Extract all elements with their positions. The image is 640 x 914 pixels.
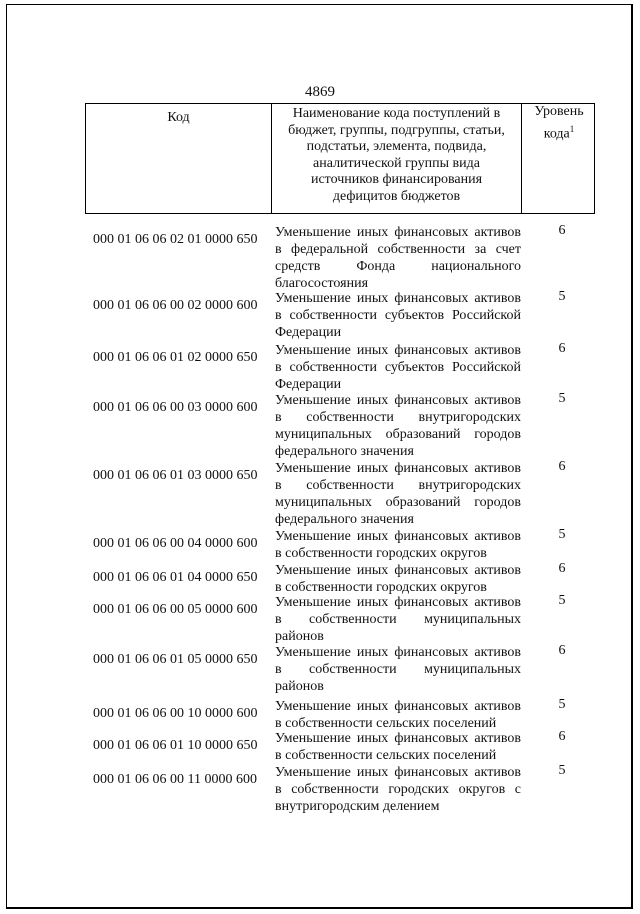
code-description	[275, 392, 521, 460]
code-description	[275, 562, 521, 596]
budget-code: 000 01 06 06 02 01 0000 650	[93, 232, 258, 247]
code-description	[275, 290, 521, 341]
description-line: Уменьшение иных финансовых активов	[275, 765, 521, 780]
budget-code: 000 01 06 06 00 11 0000 600	[93, 772, 257, 787]
budget-code: 000 01 06 06 01 05 0000 650	[93, 652, 258, 667]
description-line: Уменьшение иных финансовых активов	[275, 343, 521, 358]
description-line: в собственности городских округов	[275, 580, 487, 595]
code-level: 6	[558, 459, 566, 474]
footnote-marker: 1	[569, 123, 575, 134]
budget-code: 000 01 06 06 01 04 0000 650	[93, 570, 258, 585]
header-level-line1: Уровень	[534, 104, 584, 119]
header-name-line: источников финансирования	[310, 172, 483, 187]
description-line: благосостояния	[275, 276, 369, 291]
description-line: Уменьшение иных финансовых активов	[275, 529, 521, 544]
code-description	[275, 644, 521, 695]
header-level-line2	[522, 121, 596, 143]
description-line: в собственности городских округов	[275, 546, 487, 561]
description-line: в федеральной собственности за счет	[275, 242, 521, 257]
description-line: Уменьшение иных финансовых активов	[275, 731, 521, 746]
code-level: 6	[558, 643, 566, 658]
code-description	[275, 698, 521, 732]
budget-code: 000 01 06 06 01 10 0000 650	[93, 738, 258, 753]
description-line: в собственности внутригородских	[275, 410, 521, 425]
description-line: Уменьшение иных финансовых активов	[275, 461, 521, 476]
code-description	[275, 460, 521, 528]
description-line: внутригородским делением	[275, 799, 440, 814]
description-line: муниципальных образований городов	[275, 495, 521, 510]
description-line: Федерации	[275, 325, 342, 340]
description-line: районов	[275, 679, 324, 694]
header-name-line: аналитической группы вида	[313, 155, 480, 171]
description-line: в собственности муниципальных	[275, 612, 521, 627]
description-line: районов	[275, 629, 324, 644]
code-level: 6	[558, 729, 566, 744]
header-code-label: Код	[167, 110, 190, 125]
description-line: Уменьшение иных финансовых активов	[275, 225, 521, 240]
code-level: 5	[558, 391, 566, 406]
description-line: в собственности муниципальных	[275, 662, 521, 677]
header-name-line: дефицитов бюджетов	[332, 188, 461, 204]
description-line: Федерации	[275, 377, 342, 392]
description-line: в собственности субъектов Российской	[275, 360, 521, 375]
code-level: 5	[558, 763, 566, 778]
code-description	[275, 730, 521, 764]
description-line: средств Фонда национального	[275, 259, 521, 274]
description-line: Уменьшение иных финансовых активов	[275, 595, 521, 610]
code-level: 5	[558, 697, 566, 712]
code-level: 5	[558, 289, 566, 304]
code-level: 6	[558, 223, 566, 238]
code-description	[275, 342, 521, 393]
budget-code: 000 01 06 06 01 03 0000 650	[93, 468, 258, 483]
description-line: в собственности субъектов Российской	[275, 308, 521, 323]
code-level: 5	[558, 593, 566, 608]
description-line: Уменьшение иных финансовых активов	[275, 645, 521, 660]
description-line: Уменьшение иных финансовых активов	[275, 291, 521, 306]
description-line: в собственности сельских поселений	[275, 748, 497, 763]
description-line: Уменьшение иных финансовых активов	[275, 563, 521, 578]
header-name-line: бюджет, группы, подгруппы, статьи,	[288, 122, 505, 138]
code-description	[275, 224, 521, 292]
description-line: в собственности городских округов с	[275, 782, 521, 797]
header-level	[521, 104, 596, 213]
budget-code: 000 01 06 06 00 03 0000 600	[93, 400, 258, 415]
description-line: муниципальных образований городов	[275, 427, 521, 442]
code-description	[275, 764, 521, 815]
page-number: 4869	[305, 84, 335, 100]
budget-code: 000 01 06 06 01 02 0000 650	[93, 350, 258, 365]
header-name-line: подстатьи, элемента, подвида,	[306, 139, 487, 154]
description-line: федерального значения	[275, 444, 414, 459]
description-line: в собственности внутригородских	[275, 478, 521, 493]
description-line: Уменьшение иных финансовых активов	[275, 393, 521, 408]
header-name	[272, 104, 521, 213]
budget-code: 000 01 06 06 00 10 0000 600	[93, 706, 258, 721]
code-description	[275, 594, 521, 645]
header-code	[86, 104, 272, 213]
description-line: федерального значения	[275, 512, 414, 527]
description-line: в собственности сельских поселений	[275, 716, 497, 731]
code-level: 6	[558, 561, 566, 576]
table-header	[85, 103, 595, 214]
header-level-label: кода	[543, 126, 570, 142]
code-level: 5	[558, 527, 566, 542]
description-line: Уменьшение иных финансовых активов	[275, 699, 521, 714]
code-description	[275, 528, 521, 562]
budget-code: 000 01 06 06 00 04 0000 600	[93, 536, 258, 551]
code-level: 6	[558, 341, 566, 356]
budget-code: 000 01 06 06 00 02 0000 600	[93, 298, 258, 313]
budget-code: 000 01 06 06 00 05 0000 600	[93, 602, 258, 617]
header-name-line: Наименование кода поступлений в	[292, 106, 501, 121]
